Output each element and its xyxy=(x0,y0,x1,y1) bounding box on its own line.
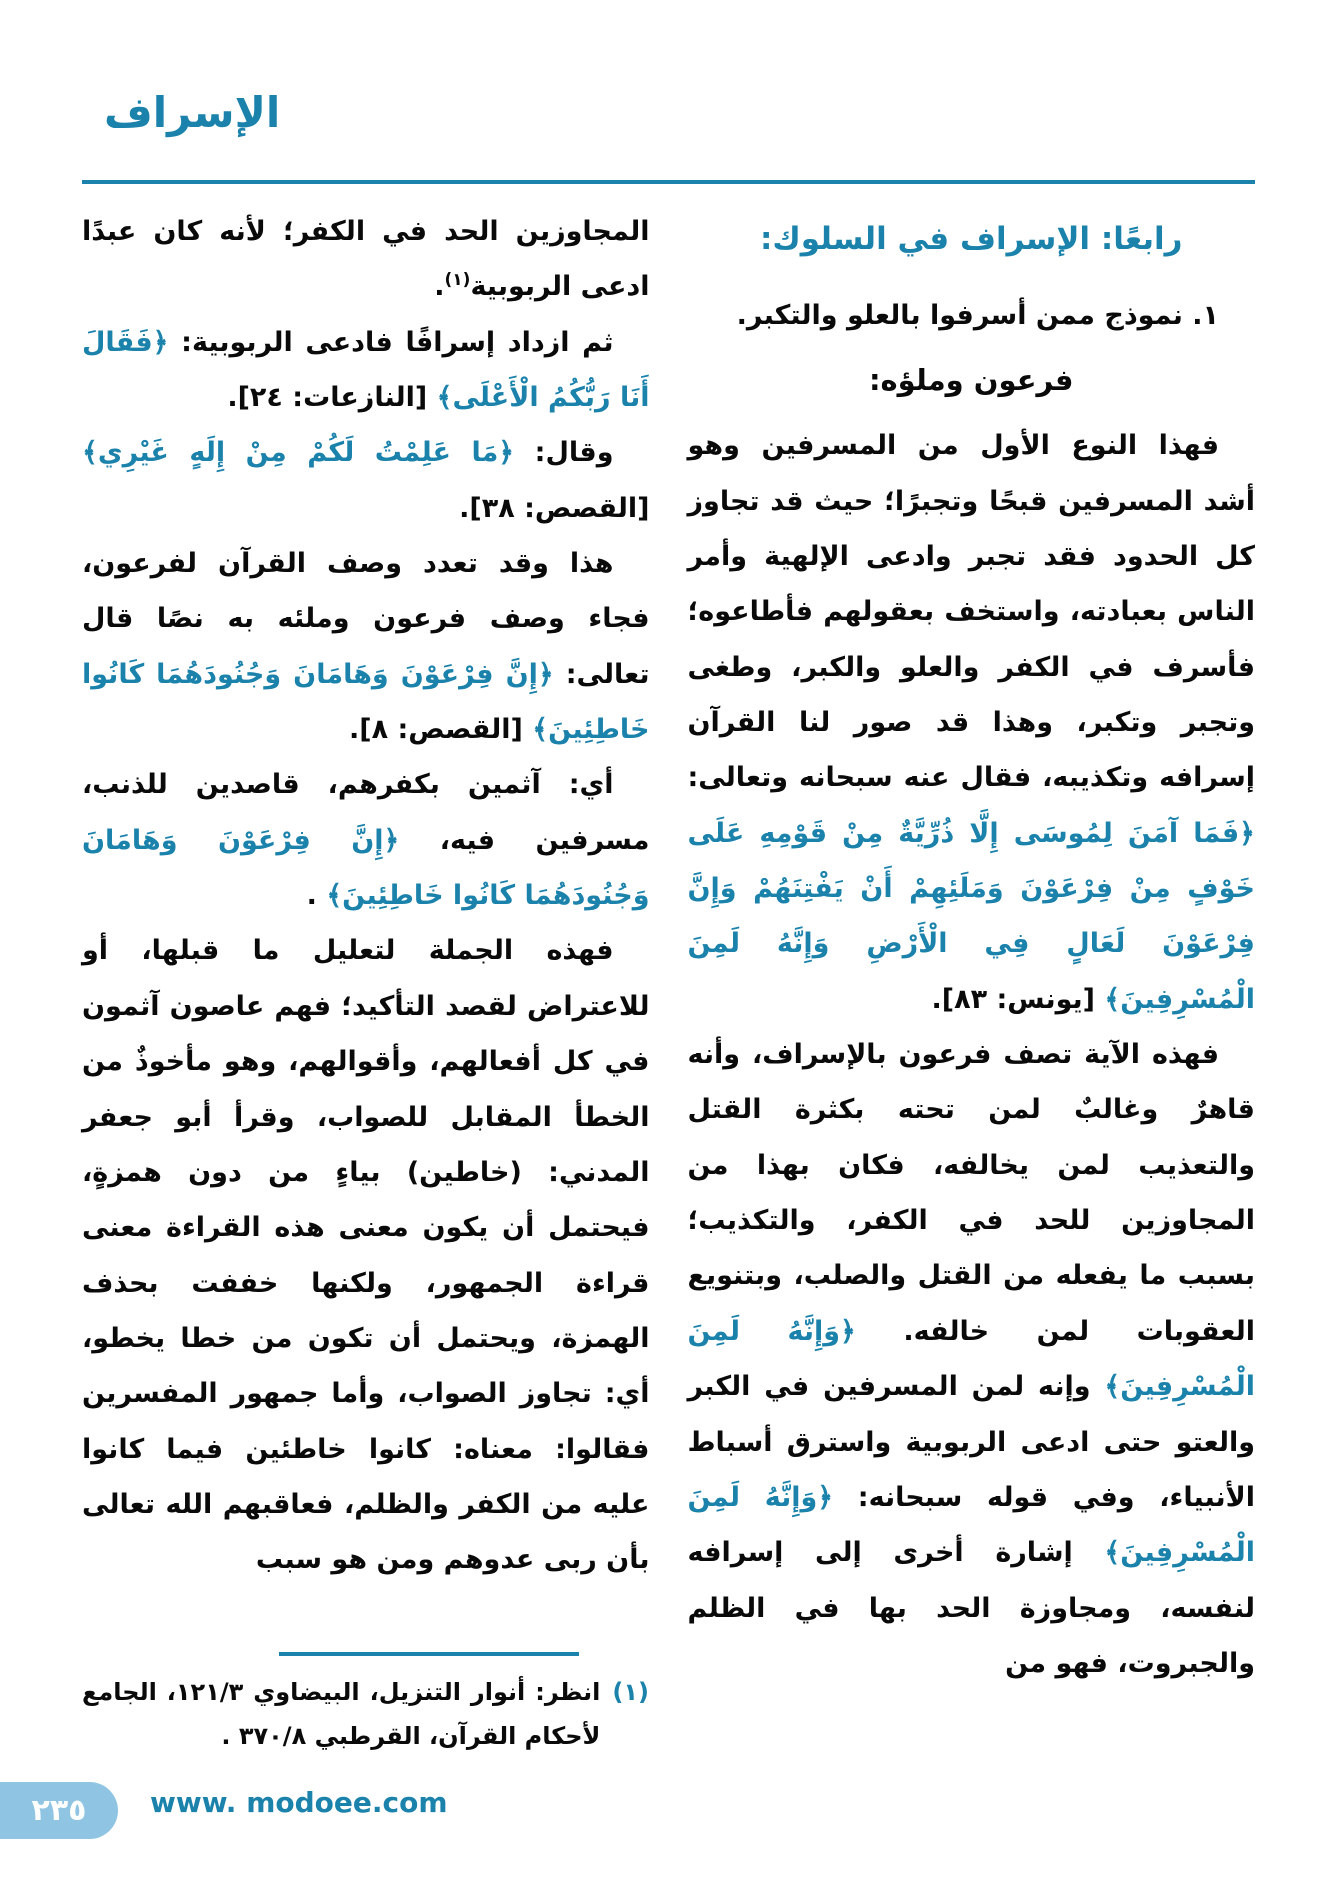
paragraph-qasas-8 xyxy=(82,536,650,757)
section-heading: رابعًا: الإسراف في السلوك: xyxy=(759,221,1183,257)
body-text: إشارة أخرى إلى إسرافه لنفسه، ومجاوزة الحد بها في الظلم والجبروت، فهو من xyxy=(687,1537,1255,1679)
verse-reference: [القصص: ٣٨]. xyxy=(459,492,650,524)
paragraph-meaning xyxy=(82,757,650,923)
right-column xyxy=(688,204,1256,1691)
footnote-text: انظر: أنوار التنزيل، البيضاوي ١٢١/٣، الجامع لأحكام القرآن، القرطبي ٣٧٠/٨ . xyxy=(82,1678,601,1751)
footnote xyxy=(82,1670,649,1759)
quran-verse-qasas-8: ﴿إِنَّ فِرْعَوْنَ وَهَامَانَ وَجُنُودَهُمَا كَانُوا خَاطِئِينَ﴾ xyxy=(82,658,650,746)
body-text: هذا وقد تعدد وصف القرآن لفرعون، فجاء وصف فرعون وملئه به نصًا قال تعالى: xyxy=(82,548,650,690)
body-text: المجاوزين الحد في الكفر؛ لأنه كان عبدًا ادعى الربوبية xyxy=(82,216,650,303)
quran-verse-naziat-24: ﴿فَقَالَ أَنَا رَبُّكُمُ الْأَعْلَى﴾ xyxy=(82,326,650,414)
body-text: ثم ازداد إسرافًا فادعى الربوبية: xyxy=(168,326,614,358)
verse-reference: [القصص: ٨]. xyxy=(349,714,533,746)
paragraph-rububiyya-claim xyxy=(82,315,650,426)
quran-verse-qasas-38: ﴿مَا عَلِمْتُ لَكُمْ مِنْ إِلَهٍ غَيْرِي﴾ xyxy=(82,437,515,469)
paragraph-pharaoh-description xyxy=(688,418,1256,1027)
website-link[interactable]: www. modoee.com xyxy=(150,1786,448,1819)
page-number-badge xyxy=(0,1782,118,1839)
quran-verse-yunus-83: ﴿فَمَا آمَنَ لِمُوسَى إِلَّا ذُرِّيَّةٌ مِنْ قَوْمِهِ عَلَى خَوْفٍ مِنْ فِرْعَوْنَ وَمَلَئِهِمْ أَنْ يَفْتِنَهُمْ وَإِنَّ فِرْعَوْنَ لَعَالٍ فِي الْأَرْضِ وَإِنَّهُ لَمِنَ الْمُسْرِفِينَ﴾ xyxy=(687,817,1255,1015)
body-text: أي: آثمين بكفرهم، قاصدين للذنب، مسرفين فيه، xyxy=(82,769,650,856)
body-text: فهذا النوع الأول من المسرفين وهو أشد المسرفين قبحًا وتجبرًا؛ حيث قد تجاوز كل الحدود فقد تجبر وادعى الإلهية وأمر الناس بعبادته، واستخف بعقولهم فأطاعوه؛ فأسرف في الكفر والعلو والكبر، وطغى وتجبر وتكبر، وهذا قد صور لنا القرآن إسرافه وتكذيبه، فقال عنه سبحانه وتعالى: xyxy=(687,430,1255,794)
footnote-number: (١) xyxy=(612,1678,649,1706)
paragraph-grammar-discussion: فهذه الجملة لتعليل ما قبلها، أو للاعتراض لقصد التأكيد؛ فهم عاصون آثمون في كل أفعالهم، وأقوالهم، وهو مأخوذٌ من الخطأ المقابل للصواب، وقرأ أبو جعفر المدني: (خاطين) بياءٍ من دون همزةٍ، فيحتمل أن يكون معنى هذه القراءة معنى قراءة الجمهور، ولكنها خففت بحذف الهمزة، ويحتمل أن تكون من خطا يخطو، أي: تجاوز الصواب، وأما جمهور المفسرين فقالوا: معناه: كانوا خاطئين فيما كانوا عليه من الكفر والظلم، فعاقبهم الله تعالى بأن ربى عدوهم ومن هو سبب xyxy=(82,935,650,1576)
quran-quote-musrifin: ﴿وَإِنَّهُ لَمِنَ الْمُسْرِفِينَ﴾ xyxy=(687,1315,1255,1403)
body-text: وقال: xyxy=(514,437,614,469)
subsection-heading-pharaoh: فرعون وملؤه: xyxy=(868,362,1074,397)
quran-verse-qasas-8-repeat: ﴿إِنَّ فِرْعَوْنَ وَهَامَانَ وَجُنُودَهُمَا كَانُوا خَاطِئِينَ﴾ xyxy=(82,824,650,912)
chapter-title: الإسراف xyxy=(104,88,281,137)
footnote-reference-mark: (١) xyxy=(444,270,471,291)
header-rule xyxy=(82,180,1255,184)
body-text: وإنه لمن المسرفين في الكبر والعتو حتى ادعى الربوبية واسترق أسباط الأنبياء، وفي قوله سبحانه: xyxy=(687,1371,1256,1513)
content-columns xyxy=(82,204,1255,1691)
paragraph-numbered-item: ١. نموذج ممن أسرفوا بالعلو والتكبر. xyxy=(736,299,1219,331)
paragraph-qasas-38 xyxy=(82,425,650,536)
left-column xyxy=(82,204,650,1588)
footnote-section xyxy=(82,1652,649,1759)
quran-quote-musrifin: ﴿وَإِنَّهُ لَمِنَ الْمُسْرِفِينَ﴾ xyxy=(687,1481,1255,1569)
paragraph-continuation xyxy=(82,204,650,315)
body-text: . xyxy=(434,271,445,303)
page-number: ٢٣٥ xyxy=(31,1793,87,1828)
verse-reference: [النازعات: ٢٤]. xyxy=(227,382,437,414)
body-text: . xyxy=(306,880,327,912)
body-text: فهذه الآية تصف فرعون بالإسراف، وأنه قاهرٌ وغالبٌ لمن تحته بكثرة القتل والتعذيب لمن يخالفه، فكان بهذا من المجاوزين للحد في الكفر، والتكذيب؛ بسبب ما يفعله من القتل والصلب، وبتنويع العقوبات لمن خالفه. xyxy=(687,1039,1255,1347)
footnote-divider xyxy=(279,1652,579,1656)
verse-reference: [يونس: ٨٣]. xyxy=(931,983,1105,1015)
paragraph-verse-commentary xyxy=(688,1027,1256,1691)
